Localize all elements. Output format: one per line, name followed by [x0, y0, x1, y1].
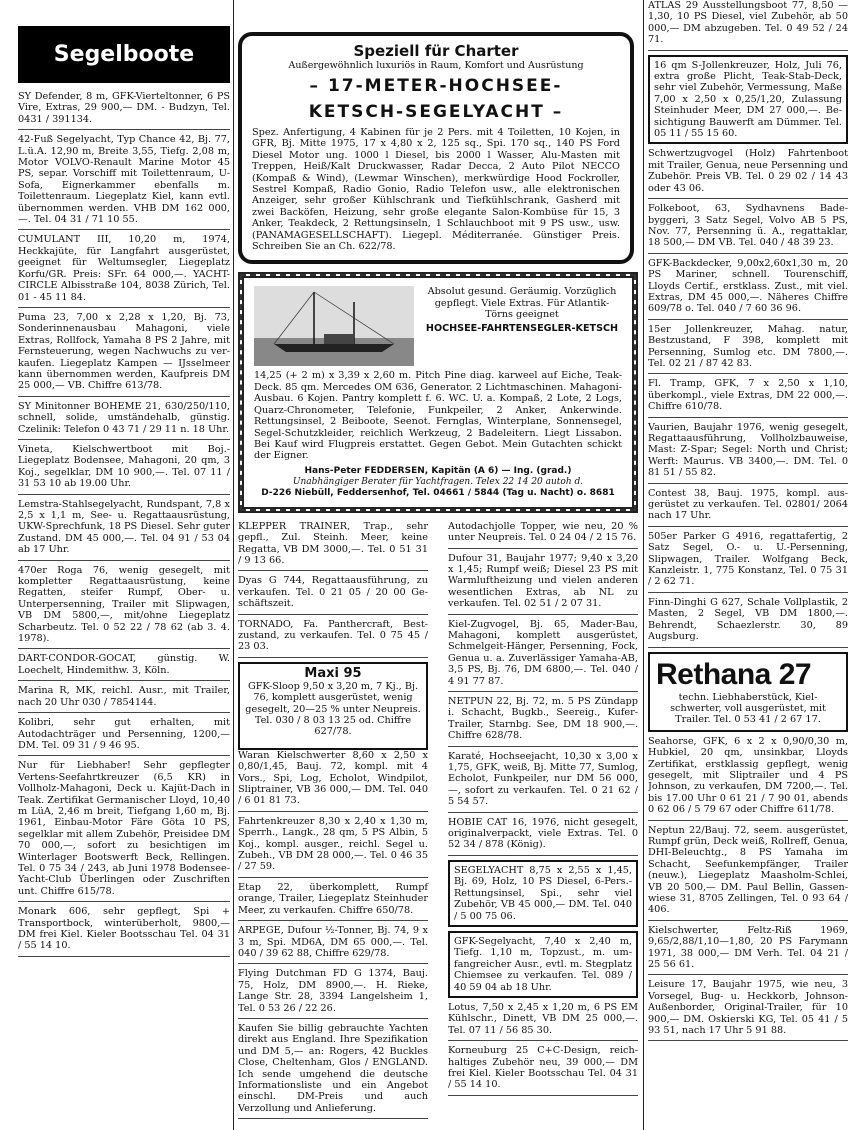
classified-ad: Flying Dutchman FD G 1374, Bauj. 75, Holz, DM 8900,—. H. Rieke, Lange Str. 28, 3394 Langelsheim 1, Tel. 0 53 26 / 22 26.	[238, 968, 428, 1019]
ketch-contact-role: Unabhängiger Berater für Yachtfragen. Telex 22 14 20 autoh d.	[292, 476, 584, 487]
charter-headline-2: KETSCH-SEGELYACHT –	[308, 102, 564, 122]
classified-ad-boxed: 16 qm S-Jollenkreuzer, Holz, Juli 76, extra große Plicht, Teak-Stab-Deck, sehr viel Zubehör, Vermessung, Maße 7,00 x 2,50 x 0,25/1,20, Zulassung Steinhuder Meer, DM 27 000,—. Besichtigung Bauwerft am Dümmer. Tel. 05 11 / 55 15 60.	[648, 55, 848, 145]
boat-photo	[254, 286, 414, 366]
charter-body: Spez. Anfertigung, 4 Kabinen für je 2 Pers. mit 4 Toiletten, 10 Kojen, in GFR, Bj. Mitte 1975, 17 x 4,80 x 2, 125 sq., Spi. 170 sq., 140 PS Ford Diesel Motor ung. 1000 l Diesel, bis 2000 l Wasser, Alu-Masten mit Treppen, Heiß/Kalt Druckwasser, Radar Decca, 2 Auto Pilot NECCO (Kompaß & Wind), (Lewmar Winschen), merkwürdige Hood Fockroller, Sestrel Kompaß, Radio Gonio, Radio Telefon usw., alle elektronischen Anzeiger, sehr großer Kühlschrank und Tiefkühlschrank, Gasherd mit zwei Backöfen, Heizung, sehr große elegante Salon-Kombüse für 15, 3 Anker, Teakdeck, 2 Rettungsinseln, 1 Schlauchboot mit 9 PS usw., usw. (PANAMAGESELLSCHAFT). Liegepl. Méditerranée. Günstiger Preis. Schreiben Sie an Ch. 622/78.	[252, 127, 620, 253]
maxi-body: GFK-Sloop 9,50 x 3,20 m, 7 Kj., Bj. 76, komplett ausgerüstet, wenig gesegelt, 20—25 % unter Neupreis. Tel. 030 / 8 03 13 25 od. Chiffre 627/78.	[245, 680, 421, 738]
classified-ad: Seahorse, GFK, 6 x 2 x 0,90/0,30 m, Hubkiel, 20 qm, unsinkbar, Lloyds Zertifikat, erstklassig gepflegt, wenig gesegelt, mit Sliptrailer und 4 PS Johnson, zu verkaufen, DM 7200,—. Tel. bis 17.00 Uhr 0 61 21 / 7 90 01, abends 0 62 06 / 5 79 67 oder Chiffre 611/78.	[648, 736, 848, 821]
subcolumn-a	[238, 521, 428, 1123]
classified-ad: Dufour 31, Baujahr 1977; 9,40 x 3,20 x 1,45; Rumpf weiß; Diesel 23 PS mit Warmluftheizung und vielen anderen wesentlichen Extras, ab NL zu verkaufen. Tel. 02 51 / 2 07 31.	[448, 553, 638, 615]
classified-ad: Leisure 17, Baujahr 1975, wie neu, 3 Vorsegel, Bug- u. Heckkorb, Johnson-Außenborder, Original-Trailer, für 10 900,— DM. Oskierski KG, Tel. 05 41 / 5 93 51, nach 17 Uhr 5 91 88.	[648, 979, 848, 1041]
classified-ad: DART-CONDOR-GOCAT, günstig. W. Loechelt, Hindemithw. 3, Köln.	[18, 653, 230, 681]
classified-ad: Kielschwerter, Feltz-Riß 1969, 9,65/2,88/1,10—1,80, 20 PS Farymann 1971, 38 000,— DM Verh. Tel. 04 21 / 25 56 61.	[648, 925, 848, 976]
classified-ad: CUMULANT III, 10,20 m, 1974, Heckkajüte, für Langfahrt ausgerüstet, geeignet für Weltumsegler, Liegeplatz Korfu/GR. Preis: SFr. 64 000,—. YACHT-CIRCLE Albisstraße 104, 8038 Zürich, Tel. 01 - 45 11 84.	[18, 234, 230, 307]
classified-ad: Contest 38, Bauj. 1975, kompl. ausgerüstet zu verkaufen. Tel. 02801/ 2064 nach 17 Uhr.	[648, 488, 848, 527]
rethana-box-ad	[648, 652, 848, 732]
classified-ad-boxed: GFK-Segelyacht, 7,40 x 2,40 m, Tiefg. 1,10 m, Topzust., m. umfangreicher Ausr., evtl. m. Stegplatz Chiemsee zu verkaufen. Tel. 089 / 40 59 04 ab 18 Uhr.	[448, 931, 638, 998]
classified-ad: Autodachjolle Topper, wie neu, 20 % unter Neupreis. Tel. 0 24 04 / 2 15 76.	[448, 521, 638, 549]
rethana-title: Rethana 27	[656, 657, 812, 691]
classified-ad: Finn-Dinghi G 627, Schale Vollplastik, 2 Masten, 2 Segel, VB DM 1800,—. Behrendt, Schaezlerstr. 30, 89 Augsburg.	[648, 597, 848, 648]
ketch-body: 14,25 (+ 2 m) x 3,39 x 2,60 m. Pitch Pine diag. karweel auf Eiche, Teak-Deck. 85 qm. Mercedes OM 636, Generator. 2 Lichtmaschinen. Mahagoni-Ausbau. 6 Kojen. Pantry komplett f. 6. WC. U. a. Kompaß, 2 Lote, 2 Logs, Quarz-Chronometer, Telefonie, Funkpeiler, 2 Anker, Ankerwinde. Rettungsinsel, 2 Beiboote, Seenot. Fernglas, Winterplane, Sonnensegel, Segel-Schutzkleider, reichlich Werkzeug, 2 Badeleitern. Liegt Lissabon. Bei Kauf wird Flugpreis erstattet. Gegen Gebot. Mein Gutachten schickt der Eigner.	[254, 370, 622, 462]
column-right	[648, 0, 848, 1130]
classified-ad: Kolibri, sehr gut erhalten, mit Autodachträger und Persenning, 1200,— DM. Tel. 09 31 / 9 46 95.	[18, 717, 230, 756]
column-rule-left	[233, 0, 234, 1130]
classified-ad: ATLAS 29 Ausstellungsboot 77, 8,50 — 1,30, 10 PS Diesel, viel Zubehör, ab 50 000,— DM abzugeben. Tel. 0 49 52 / 24 71.	[648, 0, 848, 51]
rethana-body: techn. Liebhaberstück, Kielschwerter, voll ausgerüstet, mit Trailer. Tel. 0 53 41 / 2 67 17.	[670, 691, 826, 726]
classified-ad: Fahrtenkreuzer 8,30 x 2,40 x 1,30 m, Sperrh., Langk., 28 qm, 5 PS Albin, 5 Koj., kompl. ausger., reichl. Segel u. Zubeh., VB DM 28 000,—. Tel. 0 46 35 / 27 59.	[238, 816, 428, 878]
classified-ad: Folkeboot, 63, Sydhavnens Badebyggeri, 3 Satz Segel, Volvo AB 5 PS, Nov. 77, Persenning ü. A., regattaklar, 18 500,— DM VB. Tel. 040 / 48 39 23.	[648, 203, 848, 254]
classified-ad: Dyas G 744, Regattaausführung, zu verkaufen. Tel. 0 21 05 / 20 00 Geschäftszeit.	[238, 575, 428, 614]
classified-ad: Kiel-Zugvogel, Bj. 65, Mader-Bau, Mahagoni, komplett ausgerüstet, Schmelgeit-Hänger, Persenning, Fock, Genua u. a. Zuverlässiger Yamaha-AB, 3,5 PS, Bj. 76, DM 6800,—. Tel. 040 / 4 91 77 87.	[448, 619, 638, 692]
classified-ad: GFK-Backdecker, 9,00x2,60x1,30 m, 20 PS Mariner, schnell. Tourenschiff, Lloyds Certif., erstklass. Zust., mit viel. Extras, DM 45 000,—. Näheres Chiffre 609/78 o. Tel. 040 / 7 60 36 96.	[648, 258, 848, 320]
classified-ad: Monark 606, sehr gepflegt, Spi + Transportbock, winterüberholt, 9800,— DM frei Kiel. Kieler Bootsschau Tel. 04 31 / 55 14 10.	[18, 906, 230, 957]
ketch-intro: Absolut gesund. Geräumig. Vorzüglich gepflegt. Viele Extras. Für Atlantik-Törns geeignet	[427, 286, 617, 321]
classified-ad: Puma 23, 7,00 x 2,28 x 1,20, Bj. 73, Sonderinnenausbau Mahagoni, viele Extras, Rollfock, Yamaha 8 PS 2 Jahre, mit Fernsteuerung, wegen Nachwuchs zu verkaufen. Liegeplatz Kampen — IJsselmeer kann übernommen werden, Kaufpreis DM 25 000,— VB. Chiffre 613/78.	[18, 312, 230, 397]
charter-subtitle: Außergewöhnlich luxuriös in Raum, Komfort und Ausrüstung	[288, 60, 584, 71]
section-banner: Segelboote	[18, 26, 230, 83]
maxi-box-ad	[238, 662, 428, 750]
classified-ad: 42-Fuß Segelyacht, Typ Chance 42, Bj. 77, L.ü.A. 12,90 m, Breite 3,55, Tiefg. 2,08 m, Motor VOLVO-Renault Marine Motor 45 PS, separ. Vorschiff mit Toilettenraum, U-Sofa, Eignerkammer ebenfalls m. Toilettenraum. Liegeplatz Kiel, kann evtl. übernommen werden. VHB DM 162 000,—. Tel. 04 31 / 71 10 55.	[18, 134, 230, 230]
ketch-contact-name: Hans-Peter FEDDERSEN, Kapitän (A 6) — Ing. (grad.)	[304, 465, 572, 476]
charter-title: Speziell für Charter	[353, 42, 519, 60]
classified-ad: Lotus, 7,50 x 2,45 x 1,20 m, 6 PS EM Kühlschr., Dinett, VB DM 25 000,—. Tel. 07 11 / 56 85 30.	[448, 1002, 638, 1041]
classified-ad: TORNADO, Fa. Panthercraft, Bestzustand, zu verkaufen. Tel. 0 75 45 / 23 03.	[238, 619, 428, 658]
classified-ad: 470er Roga 76, wenig gesegelt, mit kompletter Regattaausrüstung, keine Regatten, steifer Rumpf, Ober- u. Unterpersenning, Trailer mit Slipwagen, VB DM 5800,—, mit/ohne Liegeplatz Scharbeutz. Tel. 0 52 22 / 78 62 (ab 3. 4. 1978).	[18, 565, 230, 650]
classified-ad: Karaté, Hochseejacht, 10,30 x 3,00 x 1,75, GFK, weiß, Bj. Mitte 77, Sumlog, Echolot, Funkpeiler, nur DM 56 000,—, sofort zu verkaufen. Tel. 0 21 62 / 5 54 57.	[448, 751, 638, 813]
classified-ad: Waran Kielschwerter 8,60 x 2,50 x 0,80/1,45, Bauj. 72, kompl. mit 4 Vors., Spi, Log, Echolot, Windpilot, Sliptrainer, VB 36 000,— DM. Tel. 040 / 6 01 81 73.	[238, 750, 428, 812]
classified-ad: SY Minitonner BOHEME 21, 630/250/110, schnell, solide, umständehalb, günstig. Czelinik: Telefon 0 43 71 / 29 11 n. 18 Uhr.	[18, 401, 230, 440]
classified-ad: SY Defender, 8 m, GFK-Vierteltonner, 6 PS Vire, Extras, 29 900,— DM. - Budzyn, Tel. 0431 / 391134.	[18, 91, 230, 130]
classified-ad: Neptun 22/Bauj. 72, seem. ausgerüstet, Rumpf grün, Deck weiß, Rollreff, Genua, DHI-Beleuchtg., 8 PS Yamaha im Schacht, Seefunkempfänger, Trailer (neuw.), Liegeplatz Maasholm-Schlei, VB 20 500,— DM. Paul Bellin, Gassenwiese 31, 8705 Zellingen, Tel. 0 93 64 / 406.	[648, 825, 848, 921]
charter-headline-1: – 17-METER-HOCHSEE-	[309, 76, 563, 96]
ketch-contact-address: D-226 Niebüll, Feddersenhof, Tel. 04661 / 5844 (Tag u. Nacht) o. 8681	[261, 487, 615, 498]
classified-ad: Fl. Tramp, GFK, 7 x 2,50 x 1,10, überkompl., viele Extras, DM 22 000,—. Chiffre 610/78.	[648, 378, 848, 417]
classified-ad: Vaurien, Baujahr 1976, wenig gesegelt, Regattaausführung, Vollholzbauweise, Mast: Z-Spar; Segel: North und Christ; Werft: Maurus. VB 3400,—. DM. Tel. 0 81 51 / 55 82.	[648, 422, 848, 484]
subcolumn-b	[448, 521, 638, 1123]
classified-ad: Korneuburg 25 C+C-Design, reichhaltiges Zubehör neu, 39 000,— DM frei Kiel. Kieler Bootsschau Tel. 04 31 / 55 14 10.	[448, 1045, 638, 1096]
classified-ad: Marina R, MK, reichl. Ausr., mit Trailer, nach 20 Uhr 030 / 7854144.	[18, 685, 230, 713]
classified-ad-boxed: SEGELYACHT 8,75 x 2,55 x 1,45, Bj. 69, Holz, 10 PS Diesel, 6-Pers.-Rettungsinsel, Spi., sehr viel Zubehör, VB 45 000,— DM. Tel. 040 / 5 00 75 06.	[448, 860, 638, 927]
classified-ad: Kaufen Sie billig gebrauchte Yachten direkt aus England. Ihre Spezifikation und DM 5,— an: Rogers, 42 Buckles Close, Cheltenham, Glos / ENGLAND. Ich sende umgehend die deutsche Informationsliste und ein Angebot einschl. DM-Preis und auch Verzollung und Anlieferung.	[238, 1023, 428, 1119]
classified-ad: Etap 22, überkomplett, Rumpf orange, Trailer, Liegeplatz Steinhuder Meer, zu verkaufen. Chiffre 650/78.	[238, 882, 428, 921]
ketch-ad	[238, 272, 638, 512]
classified-ad: NETPUN 22, Bj. 72, m. 5 PS Zündapp i. Schacht, Bugkb., Seereig., Kufer-Trailer, Starnbg. See, DM 18 900,—. Chiffre 628/78.	[448, 696, 638, 747]
column-middle	[238, 0, 638, 1130]
column-left	[18, 0, 230, 1130]
classified-ad: HOBIE CAT 16, 1976, nicht gesegelt, originalverpackt, viele Extras. Tel. 0 52 34 / 878 (König).	[448, 817, 638, 856]
ketch-title: HOCHSEE-FAHRTENSEGLER-KETSCH	[425, 322, 619, 334]
column-rule-right	[643, 0, 644, 1130]
charter-ad	[238, 32, 634, 264]
maxi-title: Maxi 95	[304, 665, 362, 681]
classified-ad: Lemstra-Stahlsegelyacht, Rundspant, 7,8 x 2,5 x 1,1 m, See- u. Regattaausrüstung, UKW-Sprechfunk, 18 PS Diesel. Sehr guter Zustand. DM 45 000,—. Tel. 04 91 / 53 04 ab 17 Uhr.	[18, 499, 230, 561]
classified-ad: ARPEGE, Dufour ½-Tonner, Bj. 74, 9 x 3 m, Spi. MD6A, DM 65 000,—. Tel. 040 / 39 62 88, Chiffre 629/78.	[238, 925, 428, 964]
classified-ad: Vineta, Kielschwertboot mit Boj.-Liegeplatz Bodensee, Mahagoni, 20 qm, 3 Koj., segelklar, DM 10 900,—. Tel. 07 11 / 31 53 10 ab 19.00 Uhr.	[18, 444, 230, 495]
classified-ad: KLEPPER TRAINER, Trap., sehr gepfl., Zul. Steinh. Meer, keine Regatta, VB DM 3000,—. Tel. 0 51 31 / 9 13 66.	[238, 521, 428, 572]
classified-ad: Nur für Liebhaber! Sehr gepflegter Vertens-Seefahrtkreuzer (6,5 KR) in Vollholz-Mahagoni, Deck u. Kajüt-Dach in Teak. Zertifikat Germanischer Lloyd, 10,40 m LüA, 2,46 m breit, Tiefgang 1,60 m, Bj. 1961, Einbau-Motor Färe Göta 10 PS, segelklar mit allem Zubehör, Preisidee DM 70 000,—, sofort zu besichtigen im Winterlager Bootswerft Beck, Rellingen. Tel. 0 75 34 / 243, ab Juni 1978 Bodensee-Yacht-Club Überlingen oder Zuschriften unt. Chiffre 615/78.	[18, 760, 230, 902]
classified-ad: 505er Parker G 4916, regattafertig, 2 Satz Segel, O.- u. U.-Persenning, Slipwagen, Trailer. Wolfgang Beck, Kanzleistr. 1, 775 Konstanz, Tel. 0 75 31 / 2 62 71.	[648, 531, 848, 593]
classified-ad: 15er Jollenkreuzer, Mahag. natur, Bestzustand, F 398, komplett mit Persenning, Sumlog etc. DM 7800,—. Tel. 02 21 / 87 42 83.	[648, 324, 848, 375]
classified-ad: Schwertzugvogel (Holz) Fahrtenboot mit Trailer, Genua, neue Persenning und Zubehör. Preis VB. Tel. 0 29 02 / 14 43 oder 43 06.	[648, 148, 848, 199]
